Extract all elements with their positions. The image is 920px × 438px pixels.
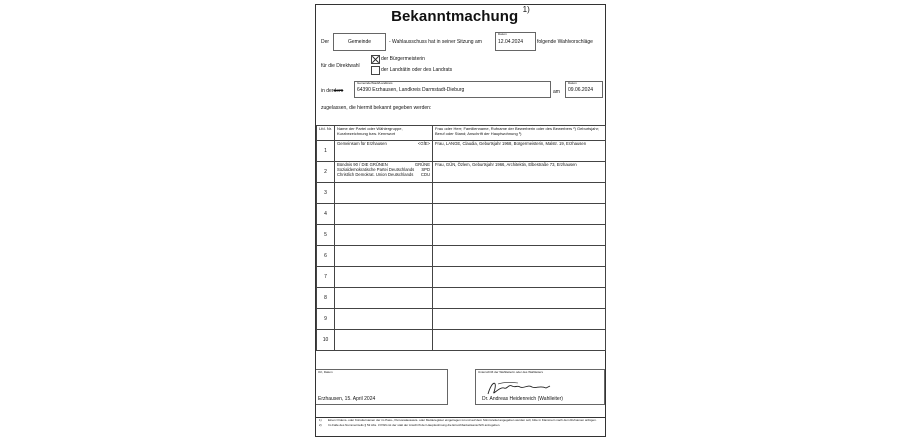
footnote-text: Im Falle des Nummernteils § 52 Abs. 3 KWG ist der statt der Anschrift der Hauptwohnung die Erreichbarkeitsanschrift anzugeben. [328,422,501,427]
candidate-cell: Frau, GÜN, Özlem, Geburtsjahr 1966, Architektin, Elbestraße 73, Erzhausen [433,162,606,183]
option-district-label: der Landrätin oder des Landrats [381,67,453,73]
intro-end-text: folgende Wahlvorschläge [537,39,593,45]
document-page [315,4,606,437]
party-cell [335,267,433,288]
row-number: 5 [317,225,335,246]
mayor-checkbox[interactable] [371,55,380,64]
table-row [317,267,606,288]
row-number: 2 [317,162,335,183]
row-number: 1 [317,141,335,162]
footnote-mark: 1) [319,418,322,422]
election-date: 09.06.2024 [568,86,594,93]
table-row [317,162,606,183]
candidate-cell [433,246,606,267]
signatory-name: Dr. Andreas Heidenreich (Wahlleiter) [482,396,563,402]
municipality-type: Gemeinde [347,39,372,45]
party-short: GRÜNE [414,162,430,167]
session-date: 12.04.2024 [498,38,524,45]
candidate-cell: Frau, LANGE, Claudia, Geburtsjahr 1968, Bürgermeisterin, Malstr. 19, Erzhausen [433,141,606,162]
table-row [317,225,606,246]
footnote-text: Einen Ordens- oder Künstlernamen der im Pass-, Personalausweis- oder Melderegister eingetragen ist und auf dem Stimmzettel angegeben werden soll, bitte in Klammern nach dem Rufnamen anfügen. [328,418,597,422]
party-short: CDU [420,172,430,177]
party-cell [335,204,433,225]
row-number: 8 [317,288,335,309]
session-date-box [495,32,536,51]
table-header-row [317,126,606,141]
table-row [317,246,606,267]
party-short: <GfE> [417,141,430,146]
candidate-cell [433,225,606,246]
col-candidate-header: Frau oder Herr; Familienname, Rufname der Bewerberin oder des Bewerbers ²) Geburtsjahr; Beruf oder Stand; Anschrift der Hauptwohnung ³) [433,126,606,141]
candidate-cell [433,204,606,225]
footnotes [319,419,602,428]
party-name: Sozialdemokratische Partei Deutschlands [337,167,415,172]
party-cell [335,309,433,330]
location-box [354,81,551,98]
table-row [317,309,606,330]
option-mayor-label: der Bürgermeisterin [381,56,425,62]
municipality-type-box [333,33,386,51]
party-cell [335,183,433,204]
col-nr-header: Lfd. Nr. [317,126,335,141]
candidate-cell [433,183,606,204]
candidate-cell [433,288,606,309]
place-date-label: Ort, Datum [318,370,333,374]
party-line [337,141,430,146]
signature-box [475,369,605,405]
party-cell [335,330,433,351]
party-name: Gemeinsam für Erzhausen [337,141,387,146]
candidates-table [316,125,606,351]
title-footnote-mark: 1) [522,5,530,14]
location-am-label: am [553,89,560,95]
party-name: Bündnis 90 / DIE GRÜNEN [337,162,388,167]
row-number: 9 [317,309,335,330]
location-prefix [321,88,343,94]
table-row [317,330,606,351]
col-party-header: Name der Partei oder Wählergruppe, Kurzbezeichnung bzw. Kennwort [335,126,433,141]
row-number: 6 [317,246,335,267]
signature-label: Unterschrift der Wahlleiterin oder des Wahlleiters [478,370,543,374]
intro-der: Der [321,39,330,45]
document-title: Bekanntmachung $^{1)}$ [391,5,530,25]
party-cell [335,225,433,246]
party-cell [335,246,433,267]
party-cell [335,141,433,162]
row-number: 7 [317,267,335,288]
party-cell [335,162,433,183]
candidate-cell [433,309,606,330]
table-row [317,204,606,225]
place-date-box [316,369,448,405]
intro-session-text: - Wahlausschuss hat in seiner Sitzung am [389,39,482,45]
district-checkbox[interactable] [371,66,380,75]
footnote [319,424,602,428]
table-row [317,183,606,204]
location-box-label: Gemeinde/Stadt/Landkreis [357,81,393,85]
admitted-text: zugelassen, die hiermit bekannt gegeben werden: [321,105,432,111]
session-date-label: Datum [498,32,507,36]
party-short: SPD [421,167,430,172]
candidate-cell [433,267,606,288]
table-row [317,141,606,162]
row-number: 10 [317,330,335,351]
party-line [337,172,430,177]
place-date: Erzhausen, 15. April 2024 [318,396,376,402]
election-date-box [565,81,603,98]
party-name: Christlich Demokrat. Union Deutschlands [337,172,414,177]
row-number: 3 [317,183,335,204]
row-number: 4 [317,204,335,225]
location-prefix-strike: dem [333,88,344,94]
location-prefix-text: in der [321,88,334,94]
candidate-cell [433,330,606,351]
election-date-label: Datum [568,81,577,85]
table-row [317,288,606,309]
footnote-mark: 2) [319,422,322,427]
candidates-table-body [317,141,606,351]
election-for-label: für die Direktwahl [321,63,360,69]
location-value: 64390 Erzhausen, Landkreis Darmstadt-Dieburg [357,86,465,93]
handwritten-signature [484,376,554,398]
party-cell [335,288,433,309]
